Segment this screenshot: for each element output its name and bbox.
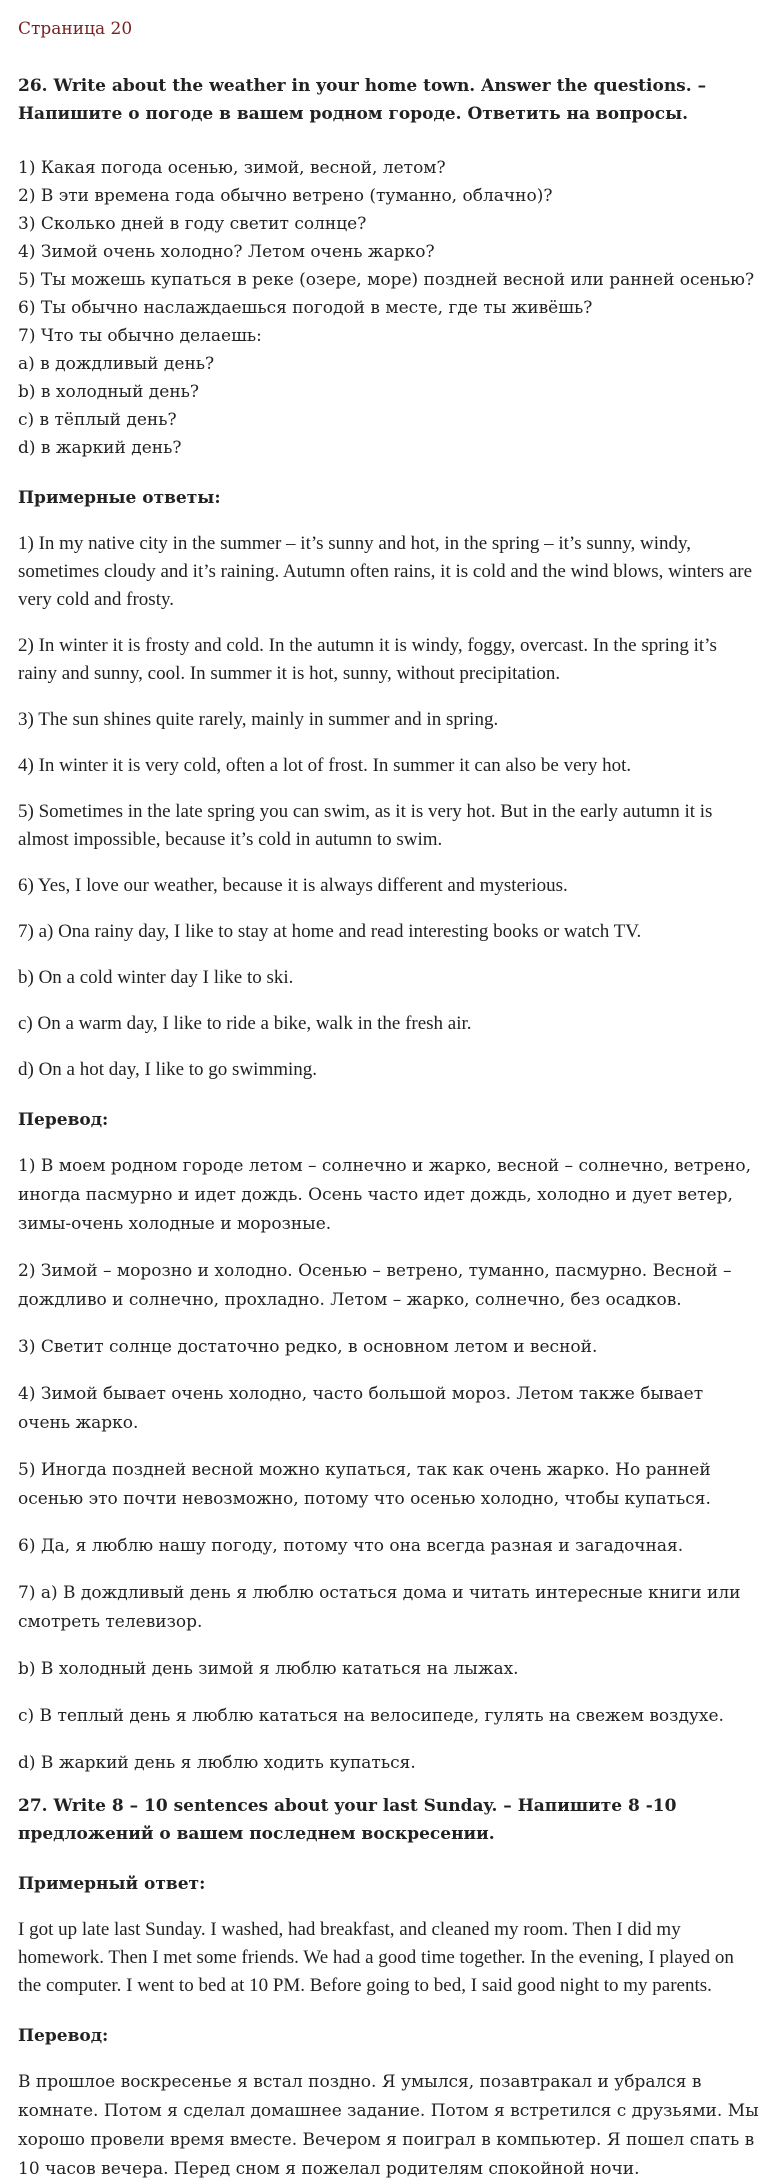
question-item: 7) Что ты обычно делаешь: [18, 326, 262, 346]
translation-paragraph: b) В холодный день зимой я люблю кататься на лыжах. [18, 1659, 519, 1679]
task-26-translation-heading: Перевод: [18, 1110, 109, 1130]
task-26-title: 26. Write about the weather in your home town. Answer the questions. – Напишите о погоде в вашем родном городе. Ответить на вопросы. [18, 76, 707, 124]
translation-paragraph: d) В жаркий день я люблю ходить купаться. [18, 1753, 416, 1773]
question-item: 6) Ты обычно наслаждаешься погодой в месте, где ты живёшь? [18, 298, 593, 318]
question-item: 1) Какая погода осенью, зимой, весной, летом? [18, 158, 446, 178]
task-27-answer-paragraph: I got up late last Sunday. I washed, had breakfast, and cleaned my room. Then I did my homework. Then I met some friends. We had a good time together. In the evening, I played on the computer. I went to bed at 10 PM. Before going to bed, I said good night to my parents. [18, 1919, 734, 1996]
answer-paragraph: 1) In my native city in the summer – it’s sunny and hot, in the spring – it’s sunny, windy, sometimes cloudy and it’s raining. Autumn often rains, it is cold and the wind blows, winters are very cold and frosty. [18, 533, 753, 610]
translation-paragraph: 4) Зимой бывает очень холодно, часто большой мороз. Летом также бывает очень жарко. [18, 1384, 704, 1433]
answer-paragraph: d) On a hot day, I like to go swimming. [18, 1059, 318, 1080]
question-item: b) в холодный день? [18, 382, 200, 402]
task-27-translation-heading: Перевод: [18, 2026, 109, 2046]
translation-paragraph: c) В теплый день я люблю кататься на велосипеде, гулять на свежем воздухе. [18, 1706, 724, 1726]
task-27-title: 27. Write 8 – 10 sentences about your last Sunday. – Напишите 8 -10 предложений о вашем последнем воскресении. [18, 1796, 677, 1844]
answer-paragraph: b) On a cold winter day I like to ski. [18, 967, 294, 988]
translation-paragraph: 1) В моем родном городе летом – солнечно и жарко, весной – солнечно, ветрено, иногда пасмурно и идет дождь. Осень часто идет дождь, холодно и дует ветер, зимы-очень холодные и морозные. [18, 1156, 751, 1234]
translation-paragraph: 3) Светит солнце достаточно редко, в основном летом и весной. [18, 1337, 598, 1357]
question-item: a) в дождливый день? [18, 354, 215, 374]
task-26-question-list [18, 154, 760, 462]
answer-paragraph: 2) In winter it is frosty and cold. In the autumn it is windy, foggy, overcast. In the spring it’s rainy and sunny, cool. In summer it is hot, sunny, without precipitation. [18, 635, 717, 684]
translation-paragraph: 6) Да, я люблю нашу погоду, потому что она всегда разная и загадочная. [18, 1536, 684, 1556]
translation-paragraph: 5) Иногда поздней весной можно купаться, так как очень жарко. Но ранней осенью это почти невозможно, потому что осенью холодно, чтобы купаться. [18, 1460, 711, 1509]
translation-paragraph: 2) Зимой – морозно и холодно. Осенью – ветрено, туманно, пасмурно. Весной – дождливо и солнечно, прохладно. Летом – жарко, солнечно, без осадков. [18, 1261, 732, 1310]
question-item: 4) Зимой очень холодно? Летом очень жарко? [18, 242, 435, 262]
answer-paragraph: 6) Yes, I love our weather, because it is always different and mysterious. [18, 875, 568, 896]
question-item: 5) Ты можешь купаться в реке (озере, море) поздней весной или ранней осенью? [18, 270, 755, 290]
answer-paragraph: 5) Sometimes in the late spring you can swim, as it is very hot. But in the early autumn it is almost impossible, because it’s cold in autumn to swim. [18, 801, 713, 850]
page-label: Страница 20 [18, 19, 133, 39]
task-27-answer-heading: Примерный ответ: [18, 1874, 206, 1894]
question-item: c) в тёплый день? [18, 410, 177, 430]
answer-paragraph: c) On a warm day, I like to ride a bike, walk in the fresh air. [18, 1013, 472, 1034]
question-item: d) в жаркий день? [18, 438, 182, 458]
answer-paragraph: 3) The sun shines quite rarely, mainly in summer and in spring. [18, 709, 499, 730]
translation-paragraph: 7) а) В дождливый день я люблю остаться дома и читать интересные книги или смотреть телевизор. [18, 1583, 741, 1632]
question-item: 3) Сколько дней в году светит солнце? [18, 214, 367, 234]
task-27-translation-paragraph: В прошлое воскресенье я встал поздно. Я умылся, позавтракал и убрался в комнате. Потом я сделал домашнее задание. Потом я встретился с друзьями. Мы хорошо провели время вместе. Вечером я поиграл в компьютер. Я пошел спать в 10 часов вечера. Перед сном я пожелал родителям спокойной ночи. [18, 2072, 759, 2179]
task-26-answers-heading: Примерные ответы: [18, 488, 221, 508]
question-item: 2) В эти времена года обычно ветрено (туманно, облачно)? [18, 186, 553, 206]
answer-paragraph: 4) In winter it is very cold, often a lot of frost. In summer it can also be very hot. [18, 755, 632, 776]
answer-paragraph: 7) a) Ona rainy day, I like to stay at home and read interesting books or watch TV. [18, 921, 642, 942]
